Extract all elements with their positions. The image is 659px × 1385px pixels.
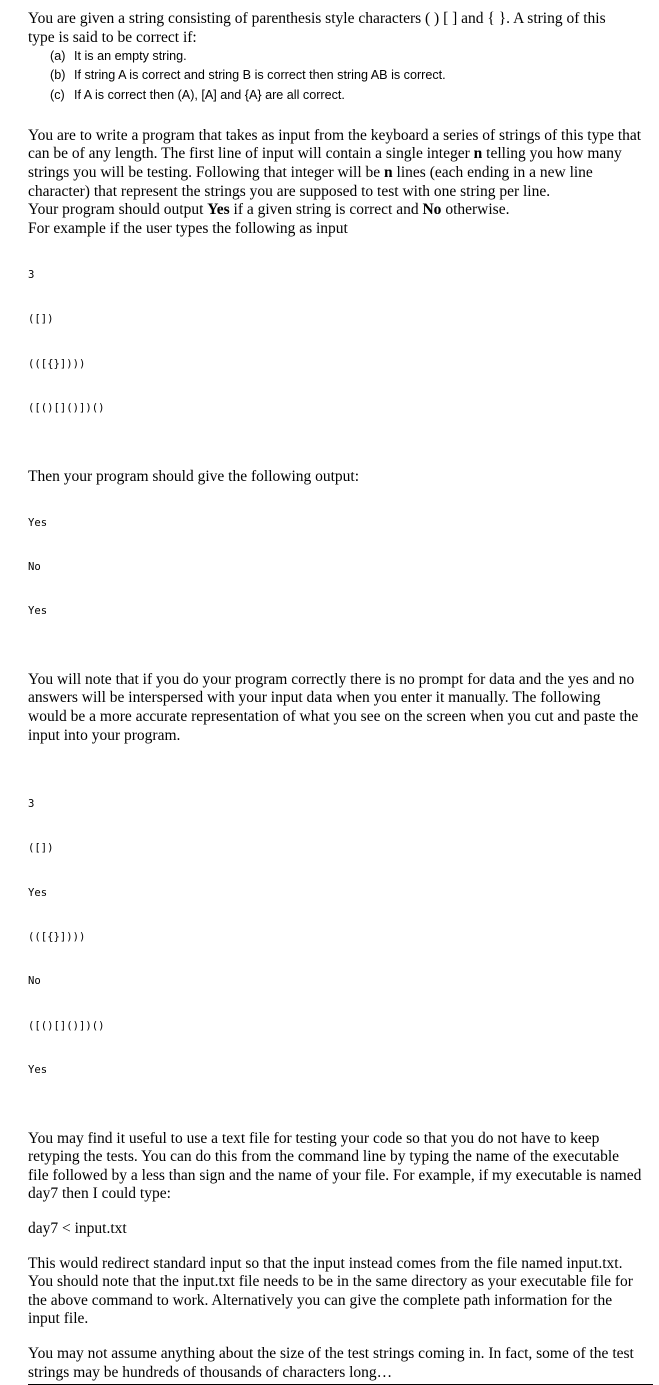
document-page [28, 10, 643, 1385]
command-line: day7 < input.txt [28, 1219, 127, 1237]
note-paragraph: You will note that if you do your program correctly there is no prompt for data and the yes and no answers will be interspersed with your input data when you enter it manually. The following would be a more accurate representation of what you see on the screen when you cut and paste the input into your program. [28, 670, 639, 744]
intro-line-1: You are given a string consisting of parenthesis style characters ( ) [ ] and { }. A string of this [28, 10, 606, 27]
condition-text: If string A is correct and string B is correct then string AB is correct. [74, 68, 446, 83]
code-line: 3 [28, 268, 35, 281]
variable-n: n [384, 163, 393, 181]
conditions-list [50, 47, 643, 105]
interspersed-block [28, 767, 643, 1107]
condition-label: (c) [50, 87, 65, 102]
code-line: Yes [28, 886, 48, 899]
code-line: (([{}]))) [28, 357, 86, 370]
keyword-yes: Yes [207, 201, 230, 219]
condition-label: (a) [50, 49, 66, 64]
condition-label: (b) [50, 68, 66, 83]
code-line: Yes [28, 605, 48, 618]
code-line: ([()[]()])() [28, 1019, 105, 1032]
condition-item [50, 47, 643, 66]
code-line: ([()[]()])() [28, 402, 105, 415]
code-line: ([]) [28, 313, 54, 326]
intro-line-2: type is said to be correct if: [28, 28, 197, 46]
code-line: No [28, 561, 41, 574]
intro-paragraph [28, 10, 643, 47]
code-line: 3 [28, 797, 35, 810]
task-text: lines (each ending in a new line character) that represent the strings you are supposed to test with one string per line. [28, 163, 593, 200]
code-line: Yes [28, 516, 48, 529]
keyword-no: No [422, 201, 442, 219]
variable-n: n [473, 145, 483, 163]
condition-item [50, 86, 643, 105]
condition-text: It is an empty string. [74, 49, 187, 64]
task-text: if a given string is correct and [229, 201, 423, 219]
code-line: No [28, 975, 41, 988]
redirect-paragraph: This would redirect standard input so that the input instead comes from the file named input.txt. You should note that the input.txt file needs to be in the same directory as your executable file for the above command to work. Alternatively you can give the complete path information for the input file. [28, 1254, 633, 1328]
task-text: You are to write a program that takes as input from the keyboard a series of strings of this type that can be of any length. The first line of input will contain a single integer [28, 126, 642, 163]
task-text: Your program should output [28, 201, 208, 219]
task-text: otherwise. [441, 201, 510, 219]
example-output-block [28, 486, 643, 649]
example-input-block [28, 238, 643, 445]
task-paragraph [28, 127, 643, 239]
final-paragraph: You may not assume anything about the size of the test strings coming in. In fact, some of the test strings may be hundreds of thousands of characters long… [28, 1344, 634, 1381]
condition-text: If A is correct then (A), [A] and {A} are all correct. [74, 87, 345, 102]
code-line: ([]) [28, 842, 54, 855]
output-intro: Then your program should give the following output: [28, 467, 360, 485]
condition-item [50, 66, 643, 85]
task-text: For example if the user types the following as input [28, 219, 348, 237]
code-line: (([{}]))) [28, 931, 86, 944]
code-line: Yes [28, 1064, 48, 1077]
file-paragraph: You may find it useful to use a text file for testing your code so that you do not have to keep retyping the tests. You can do this from the command line by typing the name of the executable file followed by a less than sign and the name of your file. For example, if my executable is named day7 then I could type: [28, 1129, 642, 1203]
task-text: telling you how many strings you will be testing. Following that integer will be [28, 145, 622, 181]
